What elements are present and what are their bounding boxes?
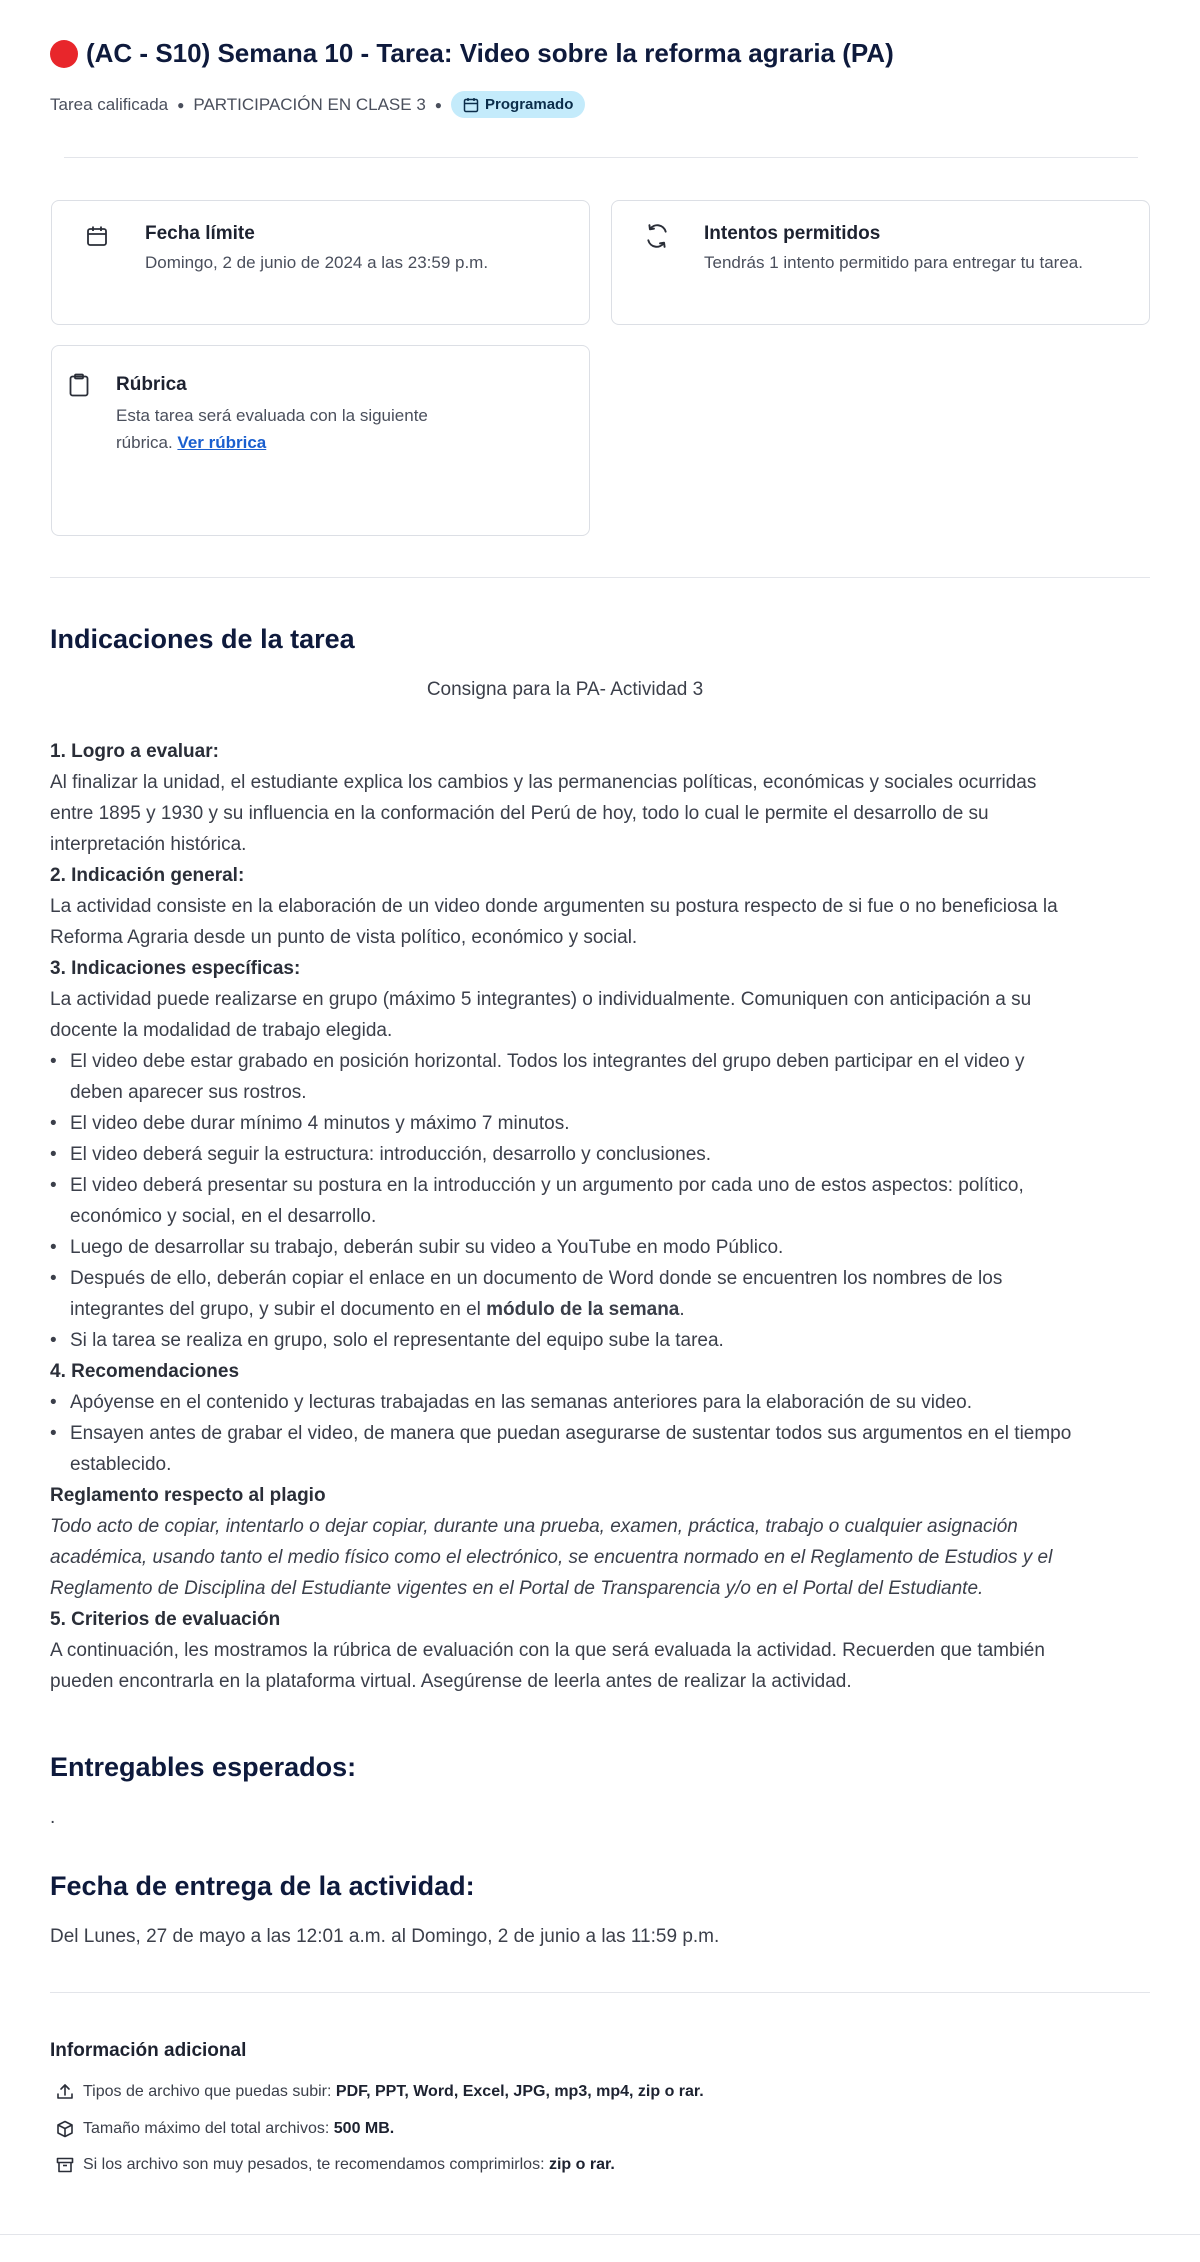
list-item: • Ensayen antes de grabar el video, de manera que puedan asegurarse de sustentar todos sus argumentos en el tiempo establecido. <box>70 1418 1080 1480</box>
list-item: • El video deberá presentar su postura en la introducción y un argumento por cada uno de estos aspectos: político, económico y social, en el desarrollo. <box>70 1170 1080 1232</box>
instructions-heading: Indicaciones de la tarea <box>50 624 355 654</box>
instructions-body <box>50 674 1080 1697</box>
attempts-title: Intentos permitidos <box>704 223 881 244</box>
deadline-text: Domingo, 2 de junio de 2024 a las 23:59 p.m. <box>145 253 489 272</box>
attempts-text: Tendrás 1 intento permitido para entregar tu tarea. <box>704 253 1083 272</box>
list-item-bold: módulo de la semana <box>486 1299 680 1320</box>
list-item: • Luego de desarrollar su trabajo, deberán subir su video a YouTube en modo Público. <box>70 1232 1080 1263</box>
section-4-list <box>50 1387 1080 1480</box>
additional-info-title: Información adicional <box>50 2040 247 2061</box>
instructions-subtitle: Consigna para la PA- Actividad 3 <box>426 679 704 700</box>
upload-icon <box>56 2083 74 2101</box>
list-item: • El video debe estar grabado en posición horizontal. Todos los integrantes del grupo deben participar en el video y deben aparecer sus rostros. <box>70 1046 1080 1108</box>
list-item: • El video deberá seguir la estructura: introducción, desarrollo y conclusiones. <box>70 1139 1080 1170</box>
title-row <box>50 38 1150 69</box>
info-divider <box>50 1992 1150 1993</box>
plagiarism-text: Todo acto de copiar, intentarlo o dejar copiar, durante una prueba, examen, práctica, trabajo o cualquier asignación académica, usando tanto el medio físico como el electrónico, se encuentra normado en el Reglamento de Estudios y el Reglamento de Disciplina del Estudiante vigentes en el Portal de Transparencia y/o en el Portal del Estudiante. <box>50 1516 1053 1599</box>
assignment-type: Tarea calificada <box>50 94 169 114</box>
section-2-title: 2. Indicación general: <box>50 865 245 886</box>
deadline-card <box>51 200 590 325</box>
section-2-text: La actividad consiste en la elaboración de un video donde argumenten su postura respecto de si fue o no beneficiosa la Reforma Agraria desde un punto de vista político, económico y social. <box>50 896 1058 948</box>
footer-divider <box>0 2234 1200 2235</box>
archive-icon <box>56 2156 74 2174</box>
page-title: (AC - S10) Semana 10 - Tarea: Video sobre la reforma agraria (PA) <box>86 38 894 68</box>
status-dot <box>50 40 78 68</box>
header-divider <box>64 157 1138 158</box>
section-3-text: La actividad puede realizarse en grupo (máximo 5 integrantes) o individualmente. Comuniquen con anticipación a su docente la modalidad de trabajo elegida. <box>50 989 1032 1041</box>
rubric-text-prefix: rúbrica. <box>116 433 173 452</box>
section-4-title: 4. Recomendaciones <box>50 1361 240 1382</box>
rubric-text-line2 <box>116 429 428 456</box>
rubric-title: Rúbrica <box>116 374 187 395</box>
calendar-icon <box>86 225 108 247</box>
status-badge-label: Programado <box>485 96 574 113</box>
rubric-text-line1: Esta tarea será evaluada con la siguiente <box>116 406 428 425</box>
compression-value: zip o rar. <box>548 2156 615 2173</box>
delivery-date-heading: Fecha de entrega de la actividad: <box>50 1871 475 1901</box>
rubric-text <box>116 402 428 456</box>
meta-separator: ● <box>434 97 443 112</box>
file-types-text <box>83 2083 704 2101</box>
meta-separator: ● <box>177 97 185 112</box>
assignment-category: PARTICIPACIÓN EN CLASE 3 <box>193 94 426 114</box>
file-types-row <box>56 2083 704 2101</box>
max-size-label: Tamaño máximo del total archivos: <box>83 2120 334 2137</box>
max-size-value: 500 MB. <box>333 2120 395 2137</box>
deliverables-heading: Entregables esperados: <box>50 1752 357 1782</box>
compression-row <box>56 2156 615 2174</box>
clipboard-icon <box>68 373 90 397</box>
plagiarism-title: Reglamento respecto al plagio <box>50 1485 326 1506</box>
section-1-title: 1. Logro a evaluar: <box>50 741 219 762</box>
file-types-label: Tipos de archivo que puedas subir: <box>83 2083 336 2100</box>
rubric-card <box>51 345 590 536</box>
list-item-end: . <box>679 1299 685 1320</box>
deadline-title: Fecha límite <box>145 223 255 244</box>
calendar-icon <box>463 97 479 113</box>
section-3-list <box>50 1046 1080 1356</box>
list-item <box>70 1263 1080 1325</box>
package-icon <box>56 2120 74 2138</box>
section-3-title: 3. Indicaciones específicas: <box>50 958 301 979</box>
section-5-text: A continuación, les mostramos la rúbrica de evaluación con la que será evaluada la actividad. Recuerden que también pueden encontrarla en la plataforma virtual. Asegúrense de leerla antes de realizar la actividad. <box>50 1640 1045 1692</box>
compression-text <box>83 2156 615 2174</box>
list-item: • Apóyense en el contenido y lecturas trabajadas en las semanas anteriores para la elaboración de su video. <box>70 1387 1080 1418</box>
file-types-value: PDF, PPT, Word, Excel, JPG, mp3, mp4, zip o rar. <box>335 2083 704 2100</box>
assignment-header <box>0 0 1200 118</box>
section-5-title: 5. Criterios de evaluación <box>50 1609 281 1630</box>
meta-row <box>50 91 1150 118</box>
list-item-text: Después de ello, deberán copiar el enlace en un documento de Word donde se encuentren los nombres de los integrantes del grupo, y subir el documento en el <box>70 1268 1003 1320</box>
refresh-icon <box>644 223 670 249</box>
list-item: • El video debe durar mínimo 4 minutos y máximo 7 minutos. <box>70 1108 1080 1139</box>
max-size-row <box>56 2120 394 2138</box>
attempts-card <box>611 200 1150 325</box>
view-rubric-link[interactable]: Ver rúbrica <box>177 433 267 452</box>
section-1-text: Al finalizar la unidad, el estudiante explica los cambios y las permanencias políticas, económicas y sociales ocurridas entre 1895 y 1930 y su influencia en la conformación del Perú de hoy, todo lo cual le permite el desarrollo de su interpretación histórica. <box>50 772 1037 855</box>
compression-label: Si los archivo son muy pesados, te recomendamos comprimirlos: <box>83 2156 549 2173</box>
list-item: • Si la tarea se realiza en grupo, solo el representante del equipo sube la tarea. <box>70 1325 1080 1356</box>
delivery-date-text: Del Lunes, 27 de mayo a las 12:01 a.m. al Domingo, 2 de junio a las 11:59 p.m. <box>50 1926 720 1947</box>
deliverables-text: . <box>50 1807 56 1828</box>
status-badge <box>451 91 585 118</box>
cards-divider <box>50 577 1150 578</box>
max-size-text <box>83 2120 394 2138</box>
